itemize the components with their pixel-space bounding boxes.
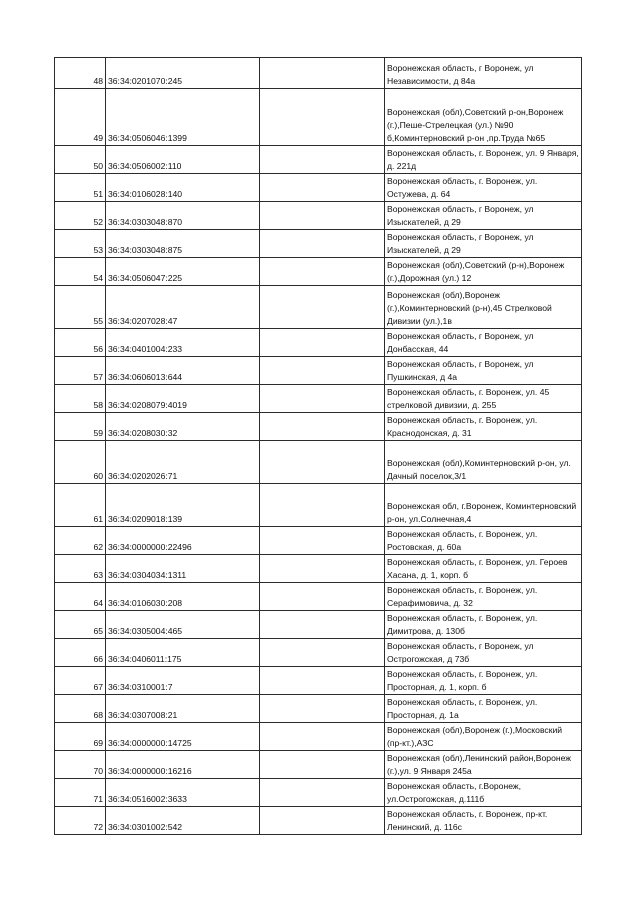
- cadastral-number: 36:34:0310001:7: [106, 667, 260, 695]
- table-row: [55, 667, 582, 695]
- table-row: [55, 723, 582, 751]
- row-number: 68: [55, 695, 106, 723]
- cadastral-number: 36:34:0208079:4019: [106, 385, 260, 413]
- address-cell: Воронежская область, г Воронеж, ул Донбасская, 44: [385, 329, 582, 357]
- cadastral-number: 36:34:0307008:21: [106, 695, 260, 723]
- table-row: [55, 484, 582, 527]
- table-row: [55, 413, 582, 441]
- cadastral-number: 36:34:0209018:139: [106, 484, 260, 527]
- table-row: [55, 146, 582, 174]
- empty-cell: [260, 667, 385, 695]
- address-cell: Воронежская область, г Воронеж, ул Изыскателей, д 29: [385, 202, 582, 230]
- table-row: [55, 441, 582, 484]
- cadastral-number: 36:34:0506046:1399: [106, 89, 260, 146]
- empty-cell: [260, 146, 385, 174]
- address-cell: Воронежская (обл),Советский р-он,Воронеж (г.),Пеше-Стрелецкая (ул.) №90 б,Коминтерновский р-он ,пр.Труда №65: [385, 89, 582, 146]
- empty-cell: [260, 807, 385, 835]
- row-number: 52: [55, 202, 106, 230]
- cadastral-number: 36:34:0202026:71: [106, 441, 260, 484]
- row-number: 49: [55, 89, 106, 146]
- row-number: 72: [55, 807, 106, 835]
- empty-cell: [260, 174, 385, 202]
- table-row: [55, 286, 582, 329]
- cadastral-number: 36:34:0606013:644: [106, 357, 260, 385]
- address-cell: Воронежская область, г. Воронеж, пр-кт. Ленинский, д. 116с: [385, 807, 582, 835]
- empty-cell: [260, 89, 385, 146]
- cadastral-number: 36:34:0303048:875: [106, 230, 260, 258]
- row-number: 55: [55, 286, 106, 329]
- table-row: [55, 385, 582, 413]
- cadastral-number: 36:34:0106030:208: [106, 583, 260, 611]
- row-number: 69: [55, 723, 106, 751]
- cadastral-number: 36:34:0000000:14725: [106, 723, 260, 751]
- cadastral-number: 36:34:0208030:32: [106, 413, 260, 441]
- empty-cell: [260, 329, 385, 357]
- empty-cell: [260, 639, 385, 667]
- cadastral-number: 36:34:0303048:870: [106, 202, 260, 230]
- empty-cell: [260, 385, 385, 413]
- address-cell: Воронежская (обл),Ленинский район,Воронеж (г.),ул. 9 Января 245а: [385, 751, 582, 779]
- row-number: 71: [55, 779, 106, 807]
- empty-cell: [260, 583, 385, 611]
- table-row: [55, 807, 582, 835]
- table-row: [55, 58, 582, 89]
- table-row: [55, 329, 582, 357]
- address-cell: Воронежская область, г. Воронеж, ул. 45 стрелковой дивизии, д. 255: [385, 385, 582, 413]
- row-number: 67: [55, 667, 106, 695]
- table-row: [55, 555, 582, 583]
- row-number: 56: [55, 329, 106, 357]
- row-number: 51: [55, 174, 106, 202]
- row-number: 57: [55, 357, 106, 385]
- address-cell: Воронежская область, г. Воронеж, ул. Серафимовича, д. 32: [385, 583, 582, 611]
- row-number: 62: [55, 527, 106, 555]
- row-number: 53: [55, 230, 106, 258]
- cadastral-number: 36:34:0000000:22496: [106, 527, 260, 555]
- table-row: [55, 202, 582, 230]
- table-row: [55, 779, 582, 807]
- address-cell: Воронежская область, г. Воронеж, ул. Остужева, д. 64: [385, 174, 582, 202]
- empty-cell: [260, 230, 385, 258]
- address-cell: Воронежская область, г. Воронеж, ул. 9 Января, д. 221д: [385, 146, 582, 174]
- address-cell: Воронежская область, г. Воронеж, ул. Димитрова, д. 130б: [385, 611, 582, 639]
- empty-cell: [260, 555, 385, 583]
- table-row: [55, 583, 582, 611]
- cadastral-number: 36:34:0506002:110: [106, 146, 260, 174]
- empty-cell: [260, 695, 385, 723]
- row-number: 64: [55, 583, 106, 611]
- empty-cell: [260, 258, 385, 286]
- row-number: 59: [55, 413, 106, 441]
- address-cell: Воронежская область, г. Воронеж, ул. Просторная, д. 1, корп. б: [385, 667, 582, 695]
- table-row: [55, 89, 582, 146]
- address-cell: Воронежская область, г Воронеж, ул Независимости, д 84а: [385, 58, 582, 89]
- address-cell: Воронежская область, г Воронеж, ул Изыскателей, д 29: [385, 230, 582, 258]
- row-number: 50: [55, 146, 106, 174]
- table-row: [55, 611, 582, 639]
- cadastral-number: 36:34:0506047:225: [106, 258, 260, 286]
- table-row: [55, 174, 582, 202]
- table-row: [55, 695, 582, 723]
- empty-cell: [260, 58, 385, 89]
- cadastral-number: 36:34:0106028:140: [106, 174, 260, 202]
- cadastral-number: 36:34:0000000:16216: [106, 751, 260, 779]
- table-row: [55, 258, 582, 286]
- table-body: [55, 58, 582, 835]
- empty-cell: [260, 751, 385, 779]
- row-number: 48: [55, 58, 106, 89]
- address-cell: Воронежская область, г. Воронеж, ул. Просторная, д. 1а: [385, 695, 582, 723]
- address-cell: Воронежская область, г. Воронеж, ул. Ростовская, д. 60а: [385, 527, 582, 555]
- cadastral-number: 36:34:0401004:233: [106, 329, 260, 357]
- empty-cell: [260, 779, 385, 807]
- address-cell: Воронежская область, г. Воронеж, ул. Краснодонская, д. 31: [385, 413, 582, 441]
- table-row: [55, 357, 582, 385]
- row-number: 65: [55, 611, 106, 639]
- empty-cell: [260, 723, 385, 751]
- cadastral-number: 36:34:0516002:3633: [106, 779, 260, 807]
- table-row: [55, 230, 582, 258]
- address-cell: Воронежская область, г. Воронеж, ул. Героев Хасана, д. 1, корп. б: [385, 555, 582, 583]
- empty-cell: [260, 527, 385, 555]
- cadastral-number: 36:34:0301002:542: [106, 807, 260, 835]
- row-number: 58: [55, 385, 106, 413]
- address-cell: Воронежская (обл),Воронеж (г.),Коминтерновский (р-н),45 Стрелковой Дивизии (ул.),1в: [385, 286, 582, 329]
- row-number: 70: [55, 751, 106, 779]
- row-number: 61: [55, 484, 106, 527]
- cadastral-number: 36:34:0406011:175: [106, 639, 260, 667]
- empty-cell: [260, 413, 385, 441]
- empty-cell: [260, 202, 385, 230]
- empty-cell: [260, 484, 385, 527]
- address-cell: Воронежская (обл),Воронеж (г.),Московский (пр-кт.),АЗС: [385, 723, 582, 751]
- cadastral-number: 36:34:0207028:47: [106, 286, 260, 329]
- cadastral-table: [54, 57, 582, 835]
- empty-cell: [260, 357, 385, 385]
- cadastral-number: 36:34:0201070:245: [106, 58, 260, 89]
- address-cell: Воронежская (обл),Коминтерновский р-он, ул. Дачный поселок,3/1: [385, 441, 582, 484]
- table-row: [55, 751, 582, 779]
- row-number: 63: [55, 555, 106, 583]
- row-number: 66: [55, 639, 106, 667]
- row-number: 54: [55, 258, 106, 286]
- cadastral-number: 36:34:0304034:1311: [106, 555, 260, 583]
- empty-cell: [260, 611, 385, 639]
- table-row: [55, 527, 582, 555]
- address-cell: Воронежская (обл),Советский (р-н),Воронеж (г.),Дорожная (ул.) 12: [385, 258, 582, 286]
- table-row: [55, 639, 582, 667]
- row-number: 60: [55, 441, 106, 484]
- empty-cell: [260, 286, 385, 329]
- address-cell: Воронежская область, г.Воронеж, ул.Острогожская, д.111б: [385, 779, 582, 807]
- address-cell: Воронежская обл, г.Воронеж, Коминтерновский р-он, ул.Солнечная,4: [385, 484, 582, 527]
- cadastral-number: 36:34:0305004:465: [106, 611, 260, 639]
- empty-cell: [260, 441, 385, 484]
- address-cell: Воронежская область, г Воронеж, ул Пушкинская, д 4а: [385, 357, 582, 385]
- address-cell: Воронежская область, г Воронеж, ул Острогожская, д 73б: [385, 639, 582, 667]
